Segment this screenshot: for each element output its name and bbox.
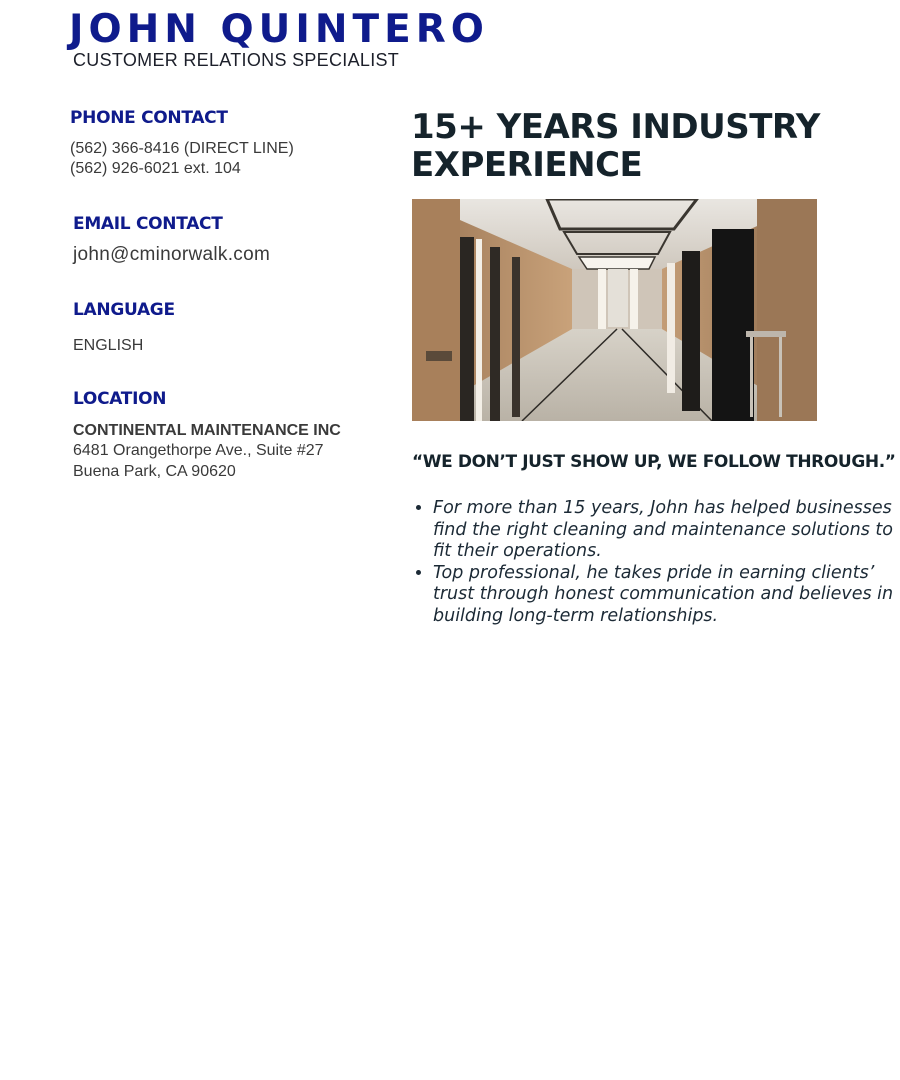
bio-bullet: • Top professional, he takes pride in earning clients’ trust through honest communication and believes in building long-term relationships.	[433, 563, 900, 628]
bio-bullet-list	[413, 498, 900, 627]
experience-headline	[411, 108, 881, 184]
city-state-zip: Buena Park, CA 90620	[73, 463, 236, 480]
location-heading: LOCATION	[73, 389, 167, 409]
person-name: JOHN QUINTERO	[69, 7, 489, 52]
phone-extension-line: (562) 926-6021 ext. 104	[70, 160, 241, 177]
headline-line-2: EXPERIENCE	[411, 145, 643, 185]
language-value: ENGLISH	[73, 337, 144, 354]
hallway-photo	[412, 199, 817, 421]
job-title: CUSTOMER RELATIONS SPECIALIST	[73, 50, 400, 70]
phone-direct-line: (562) 366-8416 (DIRECT LINE)	[70, 140, 294, 157]
company-name: CONTINENTAL MAINTENANCE INC	[73, 422, 341, 439]
bio-bullet: • For more than 15 years, John has helped businesses find the right cleaning and maintenance solutions to fit their operations.	[433, 498, 900, 563]
street-address: 6481 Orangethorpe Ave., Suite #27	[73, 442, 324, 459]
tagline-quote: “WE DON’T JUST SHOW UP, WE FOLLOW THROUGH.”	[412, 452, 896, 472]
language-heading: LANGUAGE	[73, 300, 175, 320]
phone-contact-heading: PHONE CONTACT	[70, 108, 228, 128]
headline-line-1: 15+ YEARS INDUSTRY	[411, 107, 820, 147]
email-address-link[interactable]: john@cminorwalk.com	[73, 244, 271, 265]
email-contact-heading: EMAIL CONTACT	[73, 214, 223, 234]
